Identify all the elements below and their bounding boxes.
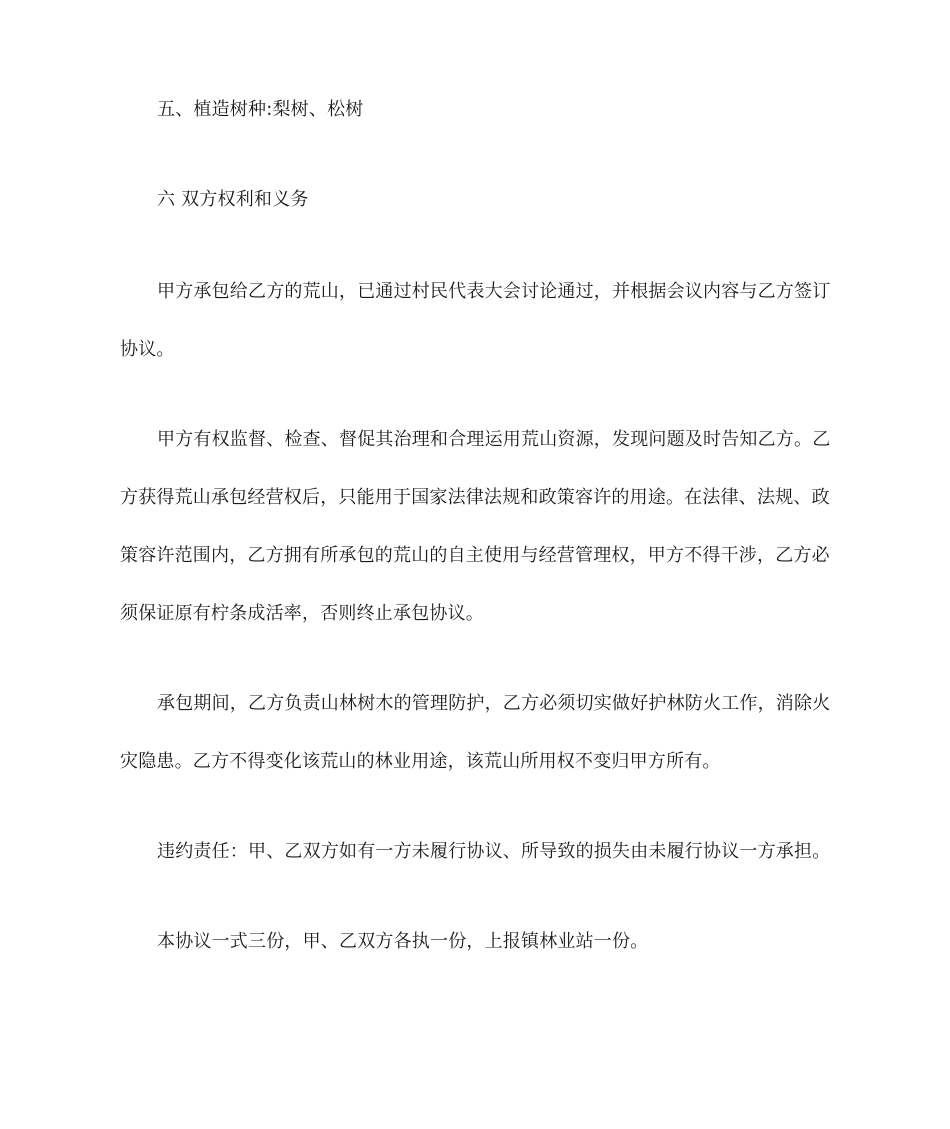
paragraph-obligations bbox=[120, 675, 832, 791]
item-five bbox=[120, 81, 832, 139]
paragraph-copies bbox=[120, 913, 832, 971]
text-line: 策容许范围内，乙方拥有所承包的荒山的自主使用与经营管理权，甲方不得干涉，乙方必 bbox=[120, 545, 830, 566]
text-line: 协议。 bbox=[120, 339, 175, 360]
paragraph-liability bbox=[120, 823, 832, 881]
text-line: 违约责任：甲、乙双方如有一方未履行协议、所导致的损失由未履行协议一方承担。 bbox=[157, 841, 831, 862]
text-line: 灾隐患。乙方不得变化该荒山的林业用途，该荒山所用权不变归甲方所有。 bbox=[120, 751, 721, 772]
text-line: 甲方承包给乙方的荒山，已通过村民代表大会讨论通过，并根据会议内容与乙方签订 bbox=[157, 281, 831, 302]
text-line: 本协议一式三份，甲、乙双方各执一份，上报镇林业站一份。 bbox=[157, 931, 649, 952]
text-line: 须保证原有柠条成活率，否则终止承包协议。 bbox=[120, 603, 484, 624]
text-line: 五、植造树种:梨树、松树 bbox=[157, 99, 364, 120]
item-six-heading bbox=[120, 171, 832, 229]
text-line: 六 双方权利和义务 bbox=[157, 189, 309, 210]
paragraph-contract-approval bbox=[120, 263, 832, 379]
text-line: 方获得荒山承包经营权后，只能用于国家法律法规和政策容许的用途。在法律、法规、政 bbox=[120, 487, 830, 508]
paragraph-rights bbox=[120, 411, 832, 643]
text-line: 甲方有权监督、检查、督促其治理和合理运用荒山资源，发现问题及时告知乙方。乙 bbox=[157, 429, 831, 450]
text-line: 承包期间，乙方负责山林树木的管理防护，乙方必须切实做好护林防火工作，消除火 bbox=[157, 693, 831, 714]
